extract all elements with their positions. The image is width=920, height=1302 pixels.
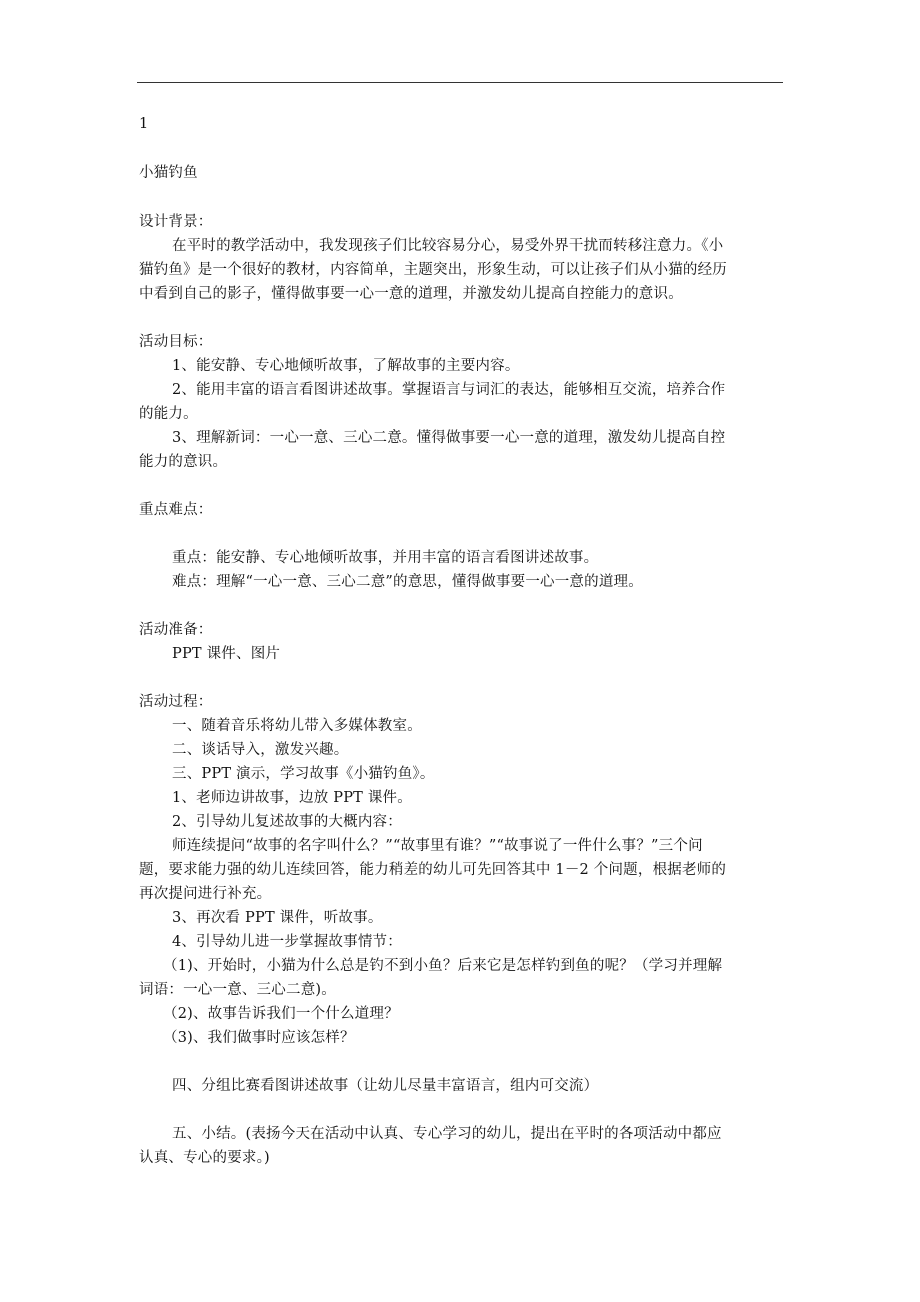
goal-line: 3、理解新词：一心一意、三心二意。懂得做事要一心一意的道理，激发幼儿提高自控 bbox=[172, 430, 726, 446]
background-line: 中看到自己的影子，懂得做事要一心一意的道理，并激发幼儿提高自控能力的意识。 bbox=[139, 286, 683, 302]
process-line: 词语：一心一意、三心二意)。 bbox=[139, 982, 336, 998]
process-line: 3、再次看 PPT 课件，听故事。 bbox=[172, 910, 383, 926]
section-heading-process: 活动过程： bbox=[139, 694, 213, 710]
background-line: 在平时的教学活动中，我发现孩子们比较容易分心，易受外界干扰而转移注意力。《小 bbox=[172, 238, 724, 254]
process-step-four: 四、分组比赛看图讲述故事（让幼儿尽量丰富语言，组内可交流） bbox=[172, 1078, 599, 1094]
process-step-five: 认真、专心的要求。) bbox=[139, 1150, 270, 1166]
process-line: （1)、开始时，小猫为什么总是钓不到小鱼？后来它是怎样钓到鱼的呢？（学习并理解 bbox=[163, 958, 723, 974]
process-line: 2、引导幼儿复述故事的大概内容： bbox=[172, 814, 402, 830]
process-line: 1、老师边讲故事，边放 PPT 课件。 bbox=[172, 790, 412, 806]
document-title: 小猫钓鱼 bbox=[139, 165, 198, 181]
goal-line: 的能力。 bbox=[139, 406, 198, 422]
background-line: 猫钓鱼》是一个很好的教材，内容简单，主题突出，形象生动，可以让孩子们从小猫的经历 bbox=[139, 262, 727, 278]
process-step-five: 五、小结。(表扬今天在活动中认真、专心学习的幼儿，提出在平时的各项活动中都应 bbox=[172, 1126, 722, 1142]
process-line: 4、引导幼儿进一步掌握故事情节： bbox=[172, 934, 402, 950]
process-line: 二、谈话导入，激发兴趣。 bbox=[172, 742, 349, 758]
section-heading-goals: 活动目标： bbox=[139, 334, 213, 350]
section-heading-key-points: 重点难点： bbox=[139, 502, 213, 518]
key-point-line: 难点：理解“一心一意、三心二意”的意思，懂得做事要一心一意的道理。 bbox=[172, 574, 643, 590]
section-heading-background: 设计背景： bbox=[139, 214, 213, 230]
process-line: 三、PPT 演示，学习故事《小猫钓鱼》。 bbox=[172, 766, 435, 782]
section-heading-preparation: 活动准备： bbox=[139, 622, 213, 638]
goal-line: 1、能安静、专心地倾听故事，了解故事的主要内容。 bbox=[172, 358, 520, 374]
key-point-line: 重点：能安静、专心地倾听故事，并用丰富的语言看图讲述故事。 bbox=[172, 550, 599, 566]
process-line: （2)、故事告诉我们一个什么道理？ bbox=[163, 1006, 399, 1022]
process-line: （3)、我们做事时应该怎样？ bbox=[163, 1030, 355, 1046]
goal-line: 2、能用丰富的语言看图讲述故事。掌握语言与词汇的表达，能够相互交流，培养合作 bbox=[172, 382, 726, 398]
page-number: 1 bbox=[139, 116, 149, 132]
process-line: 题，要求能力强的幼儿连续回答，能力稍差的幼儿可先回答其中 1－2 个问题，根据老师的 bbox=[139, 862, 727, 878]
process-line: 一、随着音乐将幼儿带入多媒体教室。 bbox=[172, 718, 422, 734]
preparation-line: PPT 课件、图片 bbox=[172, 646, 281, 662]
header-rule bbox=[137, 82, 783, 83]
goal-line: 能力的意识。 bbox=[139, 454, 228, 470]
process-line: 再次提问进行补充。 bbox=[139, 886, 272, 902]
process-line: 师连续提问“故事的名字叫什么？”“故事里有谁？”“故事说了一件什么事？”三个问 bbox=[172, 838, 703, 854]
